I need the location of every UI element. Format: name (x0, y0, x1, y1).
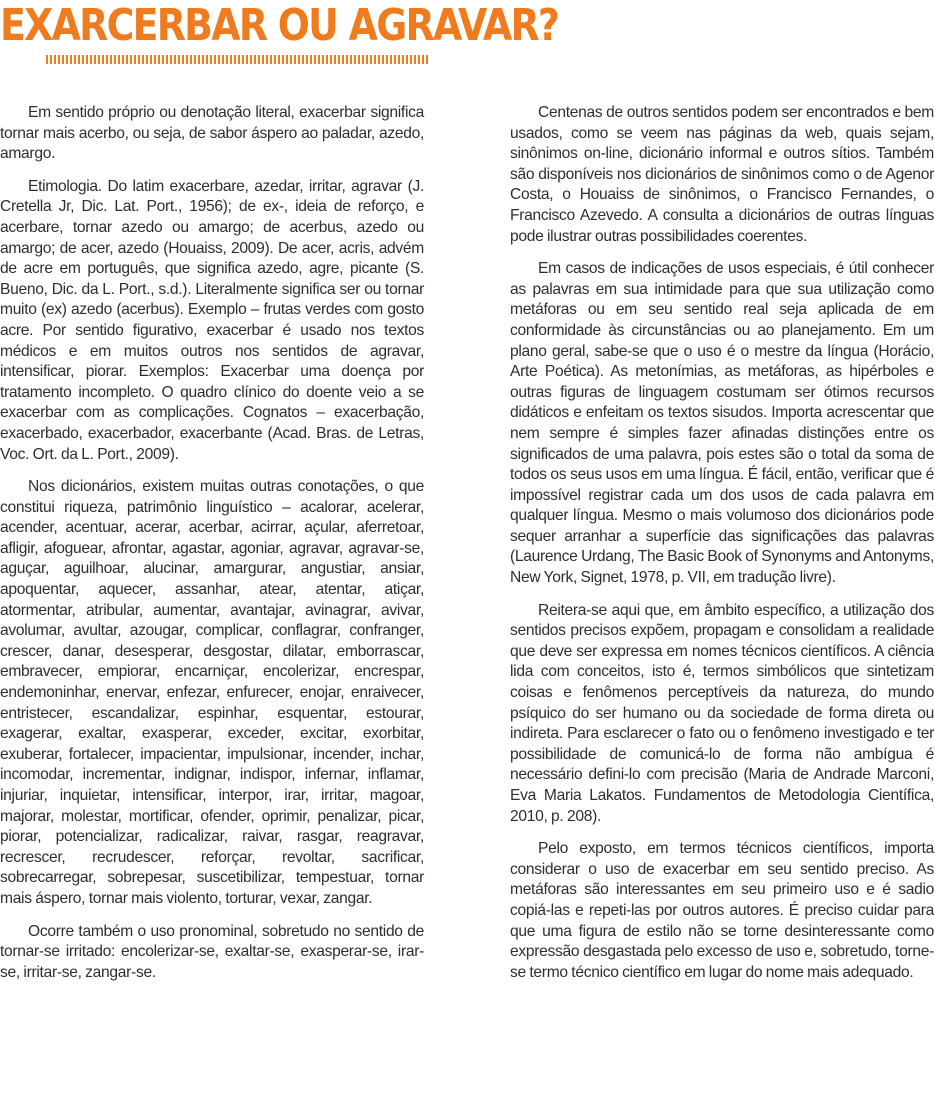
paragraph: Em casos de indicações de usos especiais, é útil conhecer as palavras em sua intimidade para que sua utilização como metáforas ou em seu sentido real seja aplicada de em conformidade às circunstâncias ou ao planejamento. Em um plano geral, sabe-se que o uso é o mestre da língua (Horácio, Arte Poética). As metonímias, as metáforas, as hipérboles e outras figuras de linguagem costumam ser ótimos recursos didáticos e enfeitam os textos sisudos. Importa acrescentar que nem sempre é simples fazer afinadas distinções entre os significados de uma palavra, pois estes são o total da soma de todos os seus usos em uma língua. É fácil, então, verificar que é impossível registrar cada um dos usos de cada palavra em qualquer língua. Mesmo o mais volumoso dos dicionários pode sequer arranhar a superfície das significações das palavras (Laurence Urdang, The Basic Book of Synonyms and Antonyms, New York, Signet, 1978, p. VII, em tradução livre). (510, 260, 934, 587)
paragraph: Em sentido próprio ou denotação literal, exacerbar significa tornar mais acerbo, ou seja, de sabor áspero ao paladar, azedo, amargo. (0, 104, 424, 163)
paragraph: Reitera-se aqui que, em âmbito específico, a utilização dos sentidos precisos expõem, propagam e consolidam a realidade que deve ser expressa em nomes técnicos científicos. A ciência lida com conceitos, isto é, termos simbólicos que sintetizam coisas e fenômenos perceptíveis da natureza, do mundo psíquico do ser humano ou da sociedade de forma direta ou indireta. Para esclarecer o fato ou o fenômeno investigado e ter possibilidade de comunicá-lo de forma não ambígua é necessário defini-lo com precisão (Maria de Andrade Marconi, Eva Maria Lakatos. Fundamentos de Metodologia Científica, 2010, p. 208). (510, 601, 934, 825)
paragraph: Centenas de outros sentidos podem ser encontrados e bem usados, como se veem nas páginas da web, quais sejam, sinônimos on-line, dicionário informal e outros sítios. Também são disponíveis nos dicionários de sinônimos como o de Agenor Costa, o Houaiss de sinônimos, o Francisco Fernandes, o Francisco Azevedo. A consulta a dicionários de outras línguas pode ilustrar outras possibilidades coerentes. (510, 104, 934, 245)
paragraph: Ocorre também o uso pronominal, sobretudo no sentido de tornar-se irritado: encolerizar-se, exaltar-se, exasperar-se, irar-se, irritar-se, zangar-se. (0, 922, 424, 981)
paragraph: Nos dicionários, existem muitas outras conotações, o que constitui riqueza, patrimônio linguístico – acalorar, acelerar, acender, acentuar, acerar, acerbar, acirrar, açular, aferretoar, afligir, afoguear, afrontar, agastar, agoniar, agravar, agravar-se, aguçar, aguilhoar, alucinar, amargurar, angustiar, ansiar, apoquentar, aquecer, assanhar, atear, atentar, atiçar, atormentar, atribular, aumentar, avantajar, avinagrar, avivar, avolumar, avultar, azougar, complicar, conflagrar, confranger, crescer, danar, desesperar, desgostar, dilatar, emborrascar, embravecer, empiorar, encarniçar, encolerizar, encrespar, endemoninhar, enervar, enfezar, enfurecer, enojar, enraivecer, entristecer, escandalizar, espinhar, esquentar, estourar, exagerar, exaltar, exasperar, exceder, excitar, exorbitar, exuberar, fortalecer, impacientar, impulsionar, incender, inchar, incomodar, incrementar, indignar, indispor, infernar, inflamar, injuriar, inquietar, intensificar, interpor, irar, irritar, magoar, majorar, molestar, mortificar, ofender, oprimir, penalizar, picar, piorar, potencializar, radicalizar, raivar, rasgar, reagravar, recrescer, recrudescer, reforçar, revoltar, sacrificar, sobrecarregar, sobrepesar, suscetibilizar, tempestuar, tornar mais áspero, tornar mais violento, torturar, vexar, zangar. (0, 478, 424, 907)
title-underline-rule (46, 55, 428, 64)
paragraph: Pelo exposto, em termos técnicos científicos, importa considerar o uso de exacerbar em seu sentido preciso. As metáforas são interessantes em seu primeiro uso e é sadio copiá-las e repeti-las por outros autores. É preciso cuidar para que uma figura de estilo não se torne desinteressante como expressão desgastada pelo excesso de uso e, sobretudo, torne-se termo técnico científico em lugar do nome mais adequado. (510, 840, 934, 981)
paragraph: Etimologia. Do latim exacerbare, azedar, irritar, agravar (J. Cretella Jr, Dic. Lat. Port., 1956); de ex-, ideia de reforço, e acerbare, tornar azedo ou amargo; de acerbus, azedo ou amargo; de acer, azedo (Houaiss, 2009). De acer, acris, advém de acre em português, que significa azedo, agre, picante (S. Bueno, Dic. da L. Port., s.d.). Literalmente significa ser ou tornar muito (ex) azedo (acerbus). Exemplo – frutas verdes com gosto acre. Por sentido figurativo, exacerbar é usado nos textos médicos e em muitos outros nos sentidos de agravar, intensificar, piorar. Exemplos: Exacerbar uma doença por tratamento incompleto. O quadro clínico do doente veio a se exacerbar com as complicações. Cognatos – exacerbação, exacerbado, exacerbador, exacerbante (Acad. Bras. de Letras, Voc. Ort. da L. Port., 2009). (0, 177, 424, 463)
left-column (0, 103, 424, 995)
article-title: EXARCERBAR OU AGRAVAR? (0, 0, 559, 51)
right-column (510, 103, 934, 995)
